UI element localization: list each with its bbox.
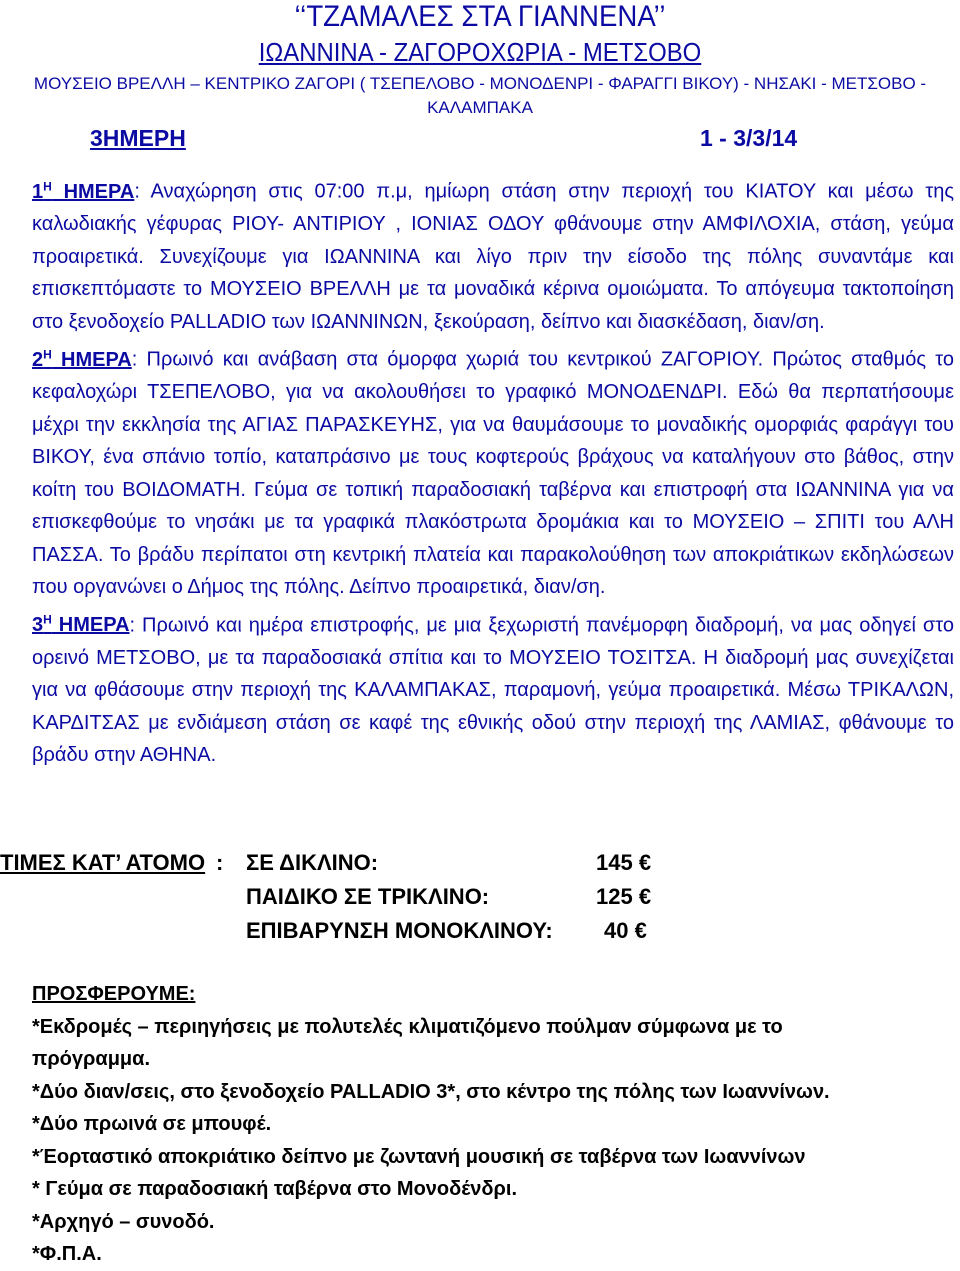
price-row-name: ΠΑΙΔΙΚΟ ΣΕ ΤΡΙΚΛΙΝΟ:: [246, 884, 490, 909]
offer-item: *Αρχηγό – συνοδό.: [32, 1210, 215, 1233]
route-stops: ΜΟΥΣΕΙΟ ΒΡΕΛΛΗ – ΚΕΝΤΡΙΚΟ ΖΑΓΟΡΙ ( ΤΣΕΠΕΛΟΒΟ - ΜΟΝΟΔΕΝΡΙ - ΦΑΡΑΓΓΙ ΒΙΚΟΥ) - ΝΗΣΑΚΙ - ΜΕΤΣΟΒΟ - ΚΑΛΑΜΠΑΚΑ: [33, 74, 927, 117]
offer-item: * Γεύμα σε παραδοσιακή ταβέρνα στο Μονοδένδρι.: [32, 1178, 518, 1200]
day-1-label: $1^H$ ΗΜΕΡΑ: [32, 179, 135, 203]
trip-dates: 1 - 3/3/14: [700, 125, 798, 151]
trip-duration: 3ΗΜΕΡΗ: [90, 125, 186, 151]
offers-section: [32, 978, 954, 1271]
day-1-paragraph: [32, 170, 954, 338]
offer-item: *Εκδρομές – περιηγήσεις με πολυτελές κλιματιζόμενο πούλμαν σύμφωνα με το: [32, 1015, 783, 1038]
day-3-paragraph: [32, 604, 954, 772]
offer-item: *Έορταστικό αποκριάτικο δείπνο με ζωντανή μουσική σε ταβέρνα των Ιωαννίνων: [32, 1145, 806, 1168]
day-1-text: : Αναχώρηση στις 07:00 π.μ, ημίωρη στάση στην περιοχή του ΚΙΑΤΟΥ και μέσω της καλωδιακής γέφυρας ΡΙΟΥ- ΑΝΤΙΡΙΟΥ , ΙΟΝΙΑΣ ΟΔΟΥ φθάνουμε στην ΑΜΦΙΛΟΧΙΑ, στάση, γεύμα προαιρετικά. Συνεχίζουμε για ΙΩΑΝΝΙΝΑ και λίγο πριν την είσοδο της πόλης συναντάμε και επισκεπτόμαστε το ΜΟΥΣΕΙΟ ΒΡΕΛΛΗ με τα μοναδικά κέρινα ομοιώματα. Το απόγευμα τακτοποίηση στο ξενοδοχείο PALLADIO των ΙΩΑΝΝΙΝΩΝ, ξεκούραση, δείπνο και διασκέδαση, διαν/ση.: [32, 180, 954, 333]
price-row-name: ΕΠΙΒΑΡΥΝΣΗ ΜΟΝΟΚΛΙΝΟΥ:: [246, 918, 553, 943]
offer-item: *Φ.Π.Α.: [32, 1243, 102, 1265]
price-row-amount: 145 €: [596, 850, 652, 875]
day-2-label: $2^H$ ΗΜΕΡΑ: [32, 347, 132, 371]
offer-item: *Δύο διαν/σεις, στο ξενοδοχείο PALLADIO 3*, στο κέντρο της πόλης των Ιωαννίνων.: [32, 1080, 830, 1103]
offers-heading: ΠΡΟΣΦΕΡΟΥΜΕ:: [32, 983, 196, 1005]
route-title: ΙΩΑΝΝΙΝΑ - ΖΑΓΟΡΟΧΩΡΙΑ - ΜΕΤΣΟΒΟ: [258, 37, 702, 67]
flyer-title: ‘‘ΤΖΑΜΑΛΕΣ ΣΤΑ ΓΙΑΝΝΕΝΑ’’: [294, 0, 666, 33]
day-2-paragraph: [32, 338, 954, 604]
price-row-amount: 40 €: [604, 918, 647, 943]
day-2-text: : Πρωινό και ανάβαση στα όμορφα χωριά του κεντρικού ΖΑΓΟΡΙΟΥ. Πρώτος σταθμός το κεφαλοχώρι ΤΣΕΠΕΛΟΒΟ, για να ακολουθήσει το γραφικό ΜΟΝΟΔΕΝΔΡΙ. Εδώ θα περπατήσουμε μέχρι την εκκλησία της ΑΓΙΑΣ ΠΑΡΑΣΚΕΥΗΣ, για να θαυμάσουμε το μοναδικής ομορφιάς φαράγγι του ΒΙΚΟΥ, ένα σπάνιο τοπίο, καταπράσινο με τους κοφτερούς βράχους να καταλήγουν στο βάθος, στην κοίτη του ΒΟΙΔΟΜΑΤΗ. Γεύμα σε τοπική παραδοσιακή ταβέρνα και επιστροφή στα ΙΩΑΝΝΙΝΑ για να επισκεφθούμε το νησάκι με τα γραφικά πλακόστρωτα δρομάκια και το ΜΟΥΣΕΙΟ – ΣΠΙΤΙ του ΑΛΗ ΠΑΣΣΑ. Το βράδυ περίπατοι στη κεντρική πλατεία και παρακολούθηση των αποκριάτικων εκδηλώσεων που οργανώνει ο Δήμος της πόλης. Δείπνο προαιρετικά, διαν/ση.: [32, 348, 954, 599]
day-3-label: $3^H$ ΗΜΕΡΑ: [32, 612, 130, 637]
price-colon: :: [216, 850, 224, 875]
price-row-name: ΣΕ ΔΙΚΛΙΝΟ:: [246, 850, 379, 875]
itinerary: [32, 170, 954, 772]
price-row-amount: 125 €: [596, 884, 652, 909]
offer-item: πρόγραμμα.: [32, 1048, 151, 1070]
offer-item: *Δύο πρωινά σε μπουφέ.: [32, 1113, 272, 1135]
day-3-text: : Πρωινό και ημέρα επιστροφής, με μια ξεχωριστή πανέμορφη διαδρομή, να μας οδηγεί στο ορεινό ΜΕΤΣΟΒΟ, με τα παραδοσιακά σπίτια και το ΜΟΥΣΕΙΟ ΤΟΣΙΤΣΑ. Η διαδρομή μας συνεχίζεται για να φθάσουμε στην περιοχή της ΚΑΛΑΜΠΑΚΑΣ, παραμονή, γεύμα προαιρετικά. Μέσω ΤΡΙΚΑΛΩΝ, ΚΑΡΔΙΤΣΑΣ με ενδιάμεση στάση σε καφέ της εθνικής οδού στην περιοχή της ΛΑΜΙΑΣ, φθάνουμε το βράδυ στην ΑΘΗΝΑ.: [32, 614, 954, 767]
price-label: ΤΙΜΕΣ ΚΑΤ’ ΑΤΟΜΟ: [0, 850, 206, 875]
